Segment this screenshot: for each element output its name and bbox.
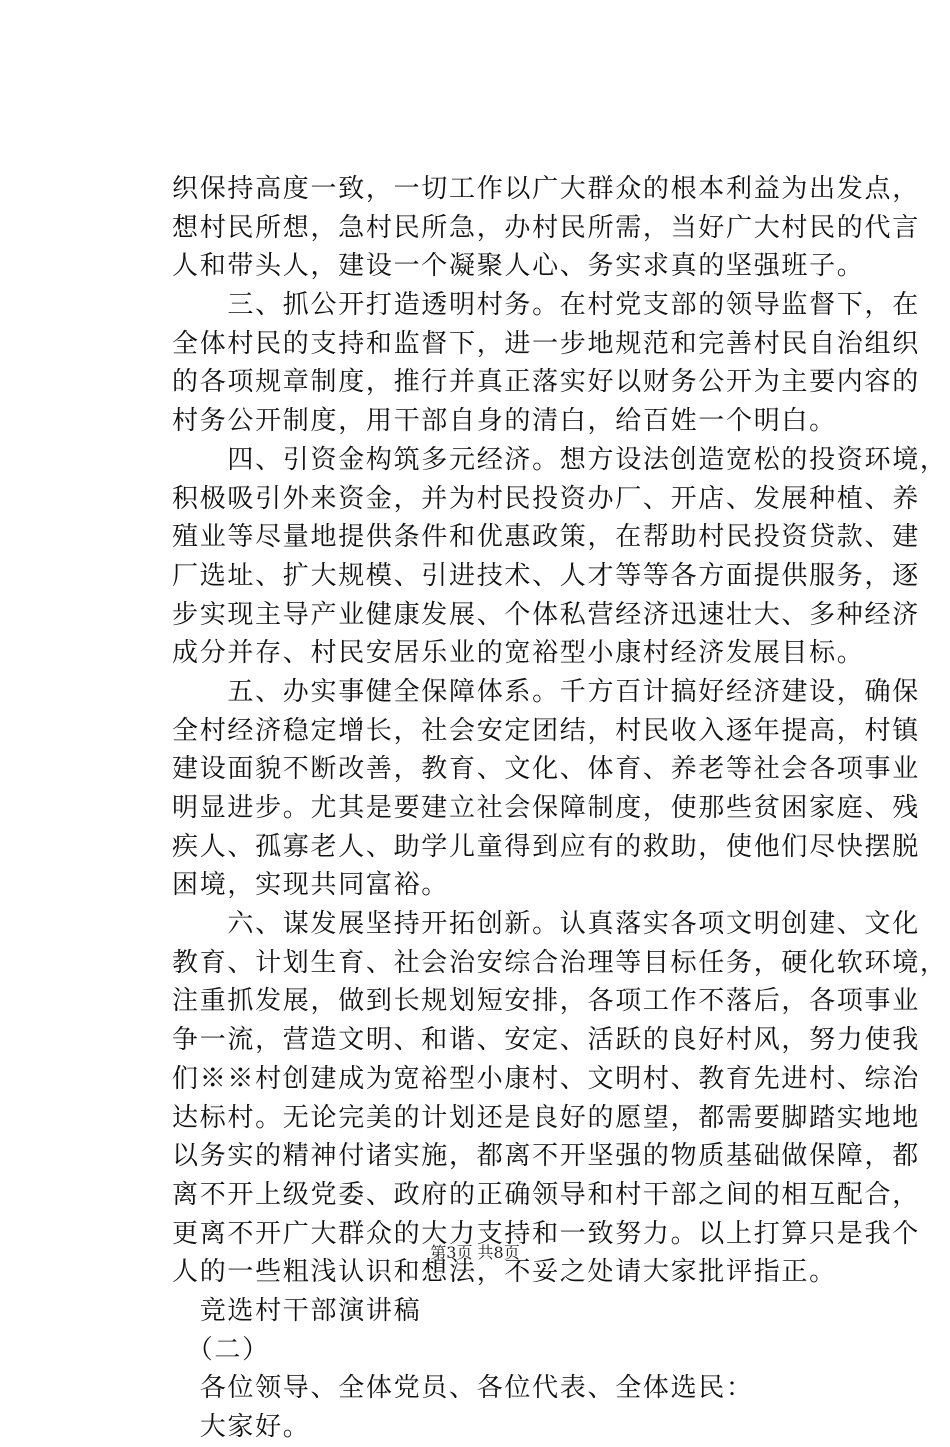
text-line: 想村民所想，急村民所急，办村民所需，当好广大村民的代言 (172, 212, 920, 243)
speech-title: 竞选村干部演讲稿 (172, 1295, 422, 1326)
text-line: 达标村。无论完美的计划还是良好的愿望，都需要脚踏实地地 (172, 1102, 920, 1133)
text-line: 建设面貌不断改善，教育、文化、体育、养老等社会各项事业 (172, 754, 920, 785)
text-line: 更离不开广大群众的大力支持和一致努力。以上打算只是我个 (172, 1218, 920, 1249)
text-line: 人和带头人，建设一个凝聚人心、务实求真的坚强班子。 (172, 251, 865, 282)
text-line: 人的一些粗浅认识和想法，不妥之处请大家批评指正。 (172, 1257, 837, 1288)
text-line: 离不开上级党委、政府的正确领导和村干部之间的相互配合， (172, 1179, 920, 1210)
text-line: 三、抓公开打造透明村务。在村党支部的领导监督下，在 (172, 290, 920, 321)
speech-part-number: （二） (172, 1334, 270, 1365)
text-line: 明显进步。尤其是要建立社会保障制度，使那些贫困家庭、残 (172, 793, 920, 823)
text-line: 成分并存、村民安居乐业的宽裕型小康村经济发展目标。 (172, 638, 865, 669)
text-line: 疾人、孤寡老人、助学儿童得到应有的救助，使他们尽快摆脱 (172, 831, 920, 862)
text-line: 织保持高度一致，一切工作以广大群众的根本利益为出发点， (172, 174, 920, 204)
text-line: 殖业等尽量地提供条件和优惠政策，在帮助村民投资贷款、建 (172, 522, 920, 553)
text-line: 村务公开制度，用干部自身的清白，给百姓一个明白。 (172, 406, 837, 437)
text-line: 困境，实现共同富裕。 (172, 870, 450, 901)
text-line: 注重抓发展，做到长规划短安排，各项工作不落后，各项事业 (172, 986, 920, 1017)
text-line: 们※※村创建成为宽裕型小康村、文明村、教育先进村、综治 (172, 1063, 920, 1094)
text-line: 以务实的精神付诸实施，都离不开坚强的物质基础做保障，都 (172, 1141, 920, 1172)
page-number-footer: 第3页 共8页 (430, 1243, 520, 1262)
text-line: 教育、计划生育、社会治安综合治理等目标任务，硬化软环境， (172, 947, 948, 978)
text-line: 全村经济稳定增长，社会安定团结，村民收入逐年提高，村镇 (172, 715, 920, 746)
text-line: 争一流，营造文明、和谐、安定、活跃的良好村风，努力使我 (172, 1025, 920, 1056)
text-line: 厂选址、扩大规模、引进技术、人才等等各方面提供服务，逐 (172, 560, 920, 591)
text-line: 六、谋发展坚持开拓创新。认真落实各项文明创建、文化 (172, 909, 920, 940)
text-line: 全体村民的支持和监督下，进一步地规范和完善村民自治组织 (172, 328, 920, 359)
greeting: 大家好。 (172, 1412, 311, 1442)
text-line: 五、办实事健全保障体系。千方百计搞好经济建设，确保 (172, 676, 920, 707)
salutation: 各位领导、全体党员、各位代表、全体选民： (172, 1373, 754, 1404)
text-line: 步实现主导产业健康发展、个体私营经济迅速壮大、多种经济 (172, 599, 920, 630)
text-line: 的各项规章制度，推行并真正落实好以财务公开为主要内容的 (172, 367, 920, 398)
text-line: 四、引资金构筑多元经济。想方设法创造宽松的投资环境， (172, 444, 948, 475)
text-line: 积极吸引外来资金，并为村民投资办厂、开店、发展种植、养 (172, 483, 920, 514)
